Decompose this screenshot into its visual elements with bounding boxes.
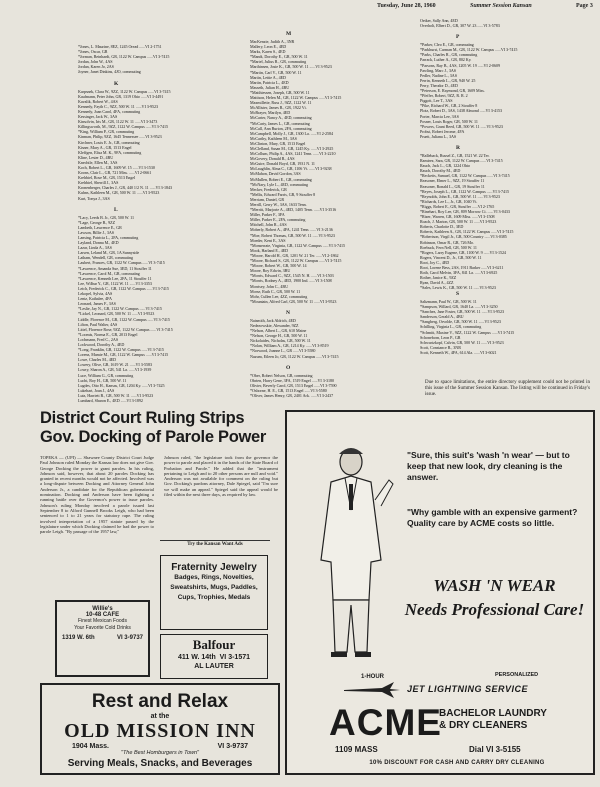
directory-entry: Roberts, Charlotte D., 3ED (420, 224, 464, 230)
directory-entry: Masseth, Julian H., 4BU (250, 84, 290, 90)
directory-entry: Leich, Frederick C., GR, 1122 W. Campus ......VI 3-7415 (78, 285, 169, 291)
directory-entry: Scott, Constance R., 3NR (420, 344, 461, 350)
balfour-name: Balfour (192, 637, 236, 652)
directory-entry: Jordan, Karen Jo, 2AS (78, 64, 114, 70)
acme-jet-service: JET LIGHTNING SERVICE (407, 684, 529, 694)
page-number: Page 3 (576, 3, 593, 9)
directory-entry: *Ralleback, Russel Z., GR, 1521 W. 22 Ter. (420, 152, 490, 158)
directory-entry: *Nelson, George H., GR, 500 W. 11 (250, 333, 308, 339)
directory-entry: *Mellis, Edward Farris, GR, 9 Stouffer 8 (250, 191, 316, 197)
directory-entry: Roth, Carol Melvin, 3FA, 841 La. ......VI 3-6925 (420, 270, 498, 276)
directory-entry: *Martin, Carl V., GR, 500 W. 11 (250, 69, 302, 75)
directory-entry: *Ober, Robert Nelson, GR, commuting (250, 372, 313, 378)
directory-entry: *Lawrence, Amanda Sue, 3ED, 11 Stouffer 11 (78, 265, 152, 271)
directory-entry: Miller, Parker E., 2FA, commuting (250, 217, 306, 223)
directory-entry: Luce, William G., GR, commuting (78, 372, 134, 378)
directory-entry: Merrill, Gerry W., 3AS, 1633 Tenn. (250, 202, 307, 207)
directory-entry: Lumbard, Sharon E., 4ED ......VI 3-1892 (78, 398, 143, 403)
directory-entry: MacKenzie, Judith A., 3NR (250, 39, 295, 44)
directory-entry: Obrien, Harry Gene, 3FA, 1519 Engel ......VI 3-3180 (250, 377, 335, 383)
directory-entry: McClinton, Mary, GR, 1513 Engel (250, 140, 306, 146)
want-ads-plug: Try the Kansan Want Ads (160, 540, 270, 547)
directory-entry: McMullen, Robert E., GR, commuting (250, 176, 312, 182)
acme-wash-block (402, 574, 587, 622)
directory-entry: Robinson, Omar R., GR, 726 Mo. (420, 239, 474, 245)
directory-entry: Lifton, Paul Walter, 4AS (78, 321, 118, 327)
directory-entry: *Nolan, William A., GR, 1214 Ky. ......VI 3-8519 (250, 343, 329, 349)
directory-entry: Roberts, Kathleen A., GR, 1122 W. Campus ......VI 3-7415 (420, 229, 514, 235)
acme-name: ACME (329, 702, 442, 743)
directory-entry: Liddle, Florence M., GR, 1122 W. Campus ......VI 3-7415 (78, 316, 170, 322)
directory-entry: Martin, Patricia L., 4ED (250, 79, 289, 85)
directory-entry: Kisner, Mary A., GR, 1513 Engel (78, 144, 132, 150)
directory-entry: Killingsworth, M., 9ZZ, 1122 W. Campus ......VI 3-7415 (78, 124, 168, 130)
directory-entry: Lochmann, Fred C., 2AS (78, 336, 119, 342)
directory-entry: Perry, Theodor D., 4ED (420, 82, 458, 88)
directory-entry: McLaughlin, Alma C., GR, 1106 Vt. ......VI 3-9238 (250, 166, 332, 172)
directory-entry: *Leslie, Jay N., GR, 1122 W. Campus ......VI 3-7415 (78, 306, 162, 312)
directory-entry: Posner, Louis Roger, GR, 500 W. 11 (420, 118, 478, 124)
directory-entry: Kline, Lester D., 4BU (78, 154, 114, 160)
directory-entry: Lowry, Sharon A., GR, 541 La. ......VI 3-1939 (78, 367, 152, 373)
directory-entry: Joyner, Janet Dinkins, 4JO, commuting (78, 69, 141, 75)
directory-entry: *Moore, Richard S., GR, 1122 W. Campus ......VI 3-7415 (250, 258, 342, 264)
directory-column-1 (78, 44, 228, 403)
jewelry-line-1: Badges, Rings, Novelties, (174, 574, 254, 581)
directory-entry: Moore, Roy Edwin, 3BU (250, 268, 291, 274)
directory-entry: Scott, Kenneth W., 4FA, 614 Ala. ......VI 3-6021 (420, 349, 497, 355)
directory-entry: McClelland, Susan M., GR, 1245 Ky. ......VI 3-2925 (250, 145, 334, 151)
directory-entry: Leonard, James F., 3AS (78, 301, 116, 307)
acme-quote-2: "Why gamble with an expensive garment? Quality care by ACME costs so little. (407, 507, 578, 528)
directory-entry: McBrayer, Marilyn, 4ED (250, 110, 291, 116)
directory-entry: Maxmillette, Russ J., 9ZZ, 1122 W. 11 (250, 100, 312, 106)
directory-entry: Mecker, Frederick, GR (250, 186, 287, 192)
directory-entry: Lansing, Patricia L., 2FA, commuting (78, 235, 139, 240)
directory-entry: Rauch, Jack L., GR, 1224 Ohio (420, 163, 471, 169)
section-letter: R (456, 144, 460, 151)
directory-entry: McCarthy, Kathleen M., 3AS (250, 135, 297, 141)
directory-entry: *Sales, Lewis K., GR, 500 W. 11 ......VI 3-9523 (420, 285, 496, 291)
acme-personalized: PERSONALIZED (495, 672, 539, 678)
directory-entry: Kennedy, Joan Carol, 4FA, commuting (78, 108, 141, 114)
man-in-suit-illustration (301, 440, 396, 660)
directory-entry: *Reyes, Joseph L., GR, 1122 W. Campus ......VI 3-7415 (420, 188, 509, 194)
acme-discount: 10% DISCOUNT FOR CASH AND CARRY DRY CLEANING (369, 760, 545, 766)
story-column-right: Johnson ruled, "the legislature took from the governor the power to parole and placed it in the hands of the State Board of Probation and Parole." He added that the "instrument pertaining to Leigh and to 20 other persons are null and void." Anderson was not available for comment on the ruling but Gov. Docking's pardons attorney, Dale Spiegel, said "I'm sure we will make an appeal." Spiegel said the appeal would be filed within the next three days, as required by law. (164, 455, 278, 498)
directory-entry: *Morris, Edward C., 9ZZ, 1545 N. H. ......VI 3-1503 (250, 273, 334, 279)
directory-entry: *Merritt, Marjorie A., 4ED, 1405 Tenn. ......VI 3-3516 (250, 207, 337, 213)
directory-entry: Mitchell, John R., 4AS (250, 222, 287, 228)
directory-entry: Root, Lorene Bess, 2AS, 1911 Barker ......VI 3-6211 (420, 265, 504, 271)
directory-entry: McAllister, James R., GR, 1922 Vt. (250, 105, 307, 111)
section-letter: N (286, 309, 290, 316)
directory-entry: Ramirez, Sara, GR, 1122 W. Campus ......VI 3-7415 (420, 158, 503, 164)
directory-entry: Pruett, Juliana L., 3AS (420, 133, 457, 139)
directory-entry: Lee, Wilbur Y., GR, 1122 W. 11 ......VI 3-3353 (78, 280, 152, 286)
directory-entry: Lockwood, Dorothy A., 4ED (78, 341, 125, 347)
directory-entry: Saltzmann, Paul W., GR, 500 W. 11 (420, 299, 477, 304)
balfour-phone: VI 3-1571 (219, 654, 250, 661)
directory-entry: *Sampson, Willard, GR, 1640 La. ......VI 3-3250 (420, 304, 498, 310)
directory-entry: Marks, Karen S., 4ED (250, 49, 286, 55)
directory-entry: Jordan, John W., 4AS (78, 59, 113, 65)
willies-line-2: Your Favorite Cold Drinks (74, 625, 131, 631)
mission-at: at the (150, 713, 170, 720)
directory-entry: *Parsons, Ray B., 4AS, 1205 W. 19 ......VI 2-0609 (420, 62, 500, 68)
directory-entry: Morrisey, John C., 4BU (250, 283, 288, 289)
directory-entry: Latham, Wendell, GR, commuting (78, 255, 133, 261)
continuation-note: Due to space limitations, the entire directory supplement could not be printed in this issue of the Summer Session Kansan. The listing will be continued in Friday's issue. (425, 380, 590, 397)
directory-entry: Lekopel, Sylvia, 4AS (78, 291, 113, 297)
directory-entry: *Schmitt, Maxine V., 9ZZ, 1122 W. Campus ......VI 3-7415 (420, 329, 515, 335)
directory-entry: Marthinsen, Josie K., GR, 500 W. 11 ......VI 3-9523 (250, 64, 332, 70)
directory-entry: *Lawrence, Kenneth Lee, 2FA, 11 Stouffer 11 (78, 275, 152, 281)
directory-entry: *Lawrence, Carol M., GR, commuting (78, 270, 140, 276)
acme-bachelor-1: BACHELOR LAUNDRY (439, 708, 547, 719)
headline-line-1: District Court Ruling Strips (40, 409, 245, 427)
balfour-person: AL LAUTER (194, 663, 234, 670)
directory-entry: Lugdes, Otto H., Kansas, GR, 1204 Ky. ......VI 3-7425 (78, 382, 165, 388)
directory-entry: McCall, Ann Burton, 2FA, commuting (250, 125, 312, 131)
directory-entry: Lentz, Kathalee, 4FA (78, 296, 112, 302)
directory-entry: *Long, Franklin, GR, 1122 W. Campus ......VI 3-7415 (78, 347, 164, 353)
directory-entry: Reasoner, Elmer L., 9ZZ, 19 Stouffer 11 (420, 178, 485, 184)
directory-entry: *Richards, Lee L., Jr., GR, 1040 Vt. (420, 198, 478, 204)
willies-line-1: Finest Mexican Foods (78, 618, 127, 624)
directory-entry: Root, Joy C., 4ED (420, 259, 450, 265)
directory-entry: Probst, Robert Jerome, 4FA (420, 128, 465, 134)
directory-entry: Kaufmann, Peter John, GR, 1319 Ohio ......VI 3-4491 (78, 93, 164, 99)
jewelry-title: Fraternity Jewelry (171, 562, 257, 573)
directory-entry: Kinsolvin, Iris M., GR, 1122 W. 11 ......VI 3-3473 (78, 119, 158, 125)
directory-entry: Lutz, Harriett B., GR, 500 W. 11 ......VI 3-9523 (78, 392, 154, 398)
directory-entry: McCampbell, Molly J., GR, 1300 La. ......VI 2-2584 (250, 130, 334, 136)
directory-entry: *Mountain, Alfred Carl, GR, 500 W. 11 ......VI 3-9523 (250, 298, 337, 304)
directory-entry: *Osborne, H. E., GR, 1513 Engel ......VI 3-5580 (250, 387, 327, 393)
directory-entry: Ryan, David A., 4ZZ (420, 280, 454, 286)
directory-entry: Lorenz, Mamie M., GR, 1122 W. Campus ......VI 3-7415 (78, 352, 169, 358)
directory-entry: McCarter, Nancy A., 4ED, commuting (250, 115, 312, 121)
directory-entry: Merriam, Daniel, GR (250, 196, 285, 202)
directory-entry: Mook, Harland E., 4ED (250, 247, 289, 253)
directory-entry: *Moe, Robert Thomas, GR, 500 W. 11 ......VI 3-9523 (250, 232, 335, 238)
directory-entry: Krehbiel, Sherrill J., 3AS (78, 180, 119, 186)
directory-entry: *Rinehart, Roy Lee, GR, 809 Morrow Ct. ......VI 3-0433 (420, 209, 510, 214)
section-letter: O (286, 364, 291, 371)
directory-entry: Martin, Lettie A., 4ED (250, 74, 286, 80)
directory-entry: *Peterson, E. Raymond, GR, 1609 Miss. (420, 88, 485, 94)
section-letter: P (456, 34, 460, 41)
directory-entry: *Loomis, Norma E., GR, 2013 Engel (78, 331, 138, 337)
acme-hour: 1-HOUR (361, 674, 385, 680)
news-story-headline (40, 409, 280, 447)
directory-entry: *Mandt, Dorothy E., GR, 500 W. 11 (250, 54, 308, 60)
directory-column-3-continued (420, 290, 595, 355)
directory-entry: Koons, Clair L., GR, 721 Miss. ......VI 2-0661 (78, 170, 152, 176)
directory-entry: Nickolaides, Nicholas, GR, 500 W. 11 (250, 338, 311, 344)
section-letter: K (114, 80, 119, 87)
directory-entry: *Pfeffer, Robert, 9ZZ, R. R. 2 (420, 93, 468, 99)
directory-entry: Kurt, Tonya J., 3AS (78, 195, 110, 201)
directory-column-2 (250, 30, 385, 398)
directory-entry: Lazar, Linda A., 3AS (78, 245, 112, 251)
mission-address: 1904 Mass. (72, 743, 109, 750)
directory-entry: Pawling, Marc J., 3AS (420, 67, 457, 73)
directory-entry: Mattison, Helen M., GR, 1122 W. Campus ......VI 3-7415 (250, 95, 342, 101)
acme-address: 1109 MASS (335, 745, 378, 754)
directory-entry: *Powers, Grant Reed, GR, 500 W. 11 ......VI 3-9523 (420, 123, 503, 129)
directory-entry: *Sangberg, Orvolde, GR, 500 W. 11 ......VI 3-9523 (420, 319, 501, 325)
directory-entry: McGovery, Donald R., 4AS (250, 156, 295, 162)
directory-entry: Schwartzkopf, Calvin, GR, 500 W. 11 ......VI 3-9523 (420, 339, 504, 345)
willies-subtitle: 10-48 CAFE (85, 612, 120, 618)
directory-entry: *Rogers, Larry Eugene, GR, 1100 W. 9 ......VI 3-1524 (420, 249, 506, 255)
balfour-address: 411 W. 14th (178, 654, 216, 661)
mission-name: OLD MISSION INN (64, 720, 256, 742)
directory-entry: Lucht, Roy H., GR, 500 W. 11 (78, 377, 127, 383)
directory-entry: *Rizer, Warren, GR, 1609 Miss. ......VI 3-1508 (420, 214, 495, 220)
directory-entry: Kavalik, Robert W., 4AS (78, 98, 118, 104)
page-header (0, 3, 600, 12)
acme-needs: Needs Professional Care! (404, 600, 585, 619)
directory-entry: Nuzum, Eileen Jo, GR, 1122 W. Campus ......VI 3-7415 (250, 353, 339, 359)
balfour-ad (160, 634, 268, 679)
directory-entry: Miller, Parker F., 3FA (250, 212, 285, 218)
section-letter: L (114, 206, 118, 213)
directory-entry: *Pike, Richard W., GR, 2 Stouffer 8 (420, 103, 478, 109)
issue-date: Tuesday, June 28, 1960 (377, 3, 436, 9)
directory-entry: *Moore, Harold H., GR, 1201 W. 21 Ter. ......VI 2-1862 (250, 252, 339, 258)
directory-entry: Oetker, Sally Ann, 4ED (420, 18, 458, 23)
directory-entry: *Matthiessen, Joseph, GR, 500 W. 11 (250, 89, 310, 95)
directory-entry: Kennedy, Fayth C., 9ZZ, 500 W. 11 ......VI 3-9523 (78, 103, 159, 109)
willies-phone: VI 3-9737 (116, 635, 143, 641)
acme-wash: WASH 'N WEAR (433, 576, 556, 595)
directory-entry: *Parks, Charles R., GR, commuting (420, 52, 478, 58)
jewelry-line-3: Cups, Trophies, Medals (177, 594, 251, 601)
directory-entry: Lowery, Olive, GR, 1619 W. 21 ......VI 3-5583 (78, 362, 153, 368)
directory-entry: Kirchner, Louis E. Jr., GR, commuting (78, 139, 140, 145)
mission-slogan: "The Best Homburgers in Town" (121, 750, 199, 756)
directory-entry: McCollum, Philip A., 4AS, 1241 Tenn. ......VI 3-2210 (250, 151, 336, 157)
directory-entry: Sanderson, Gerald A., 4BU (420, 314, 464, 320)
directory-entry: *Jones, Oscar, GR (78, 49, 108, 55)
mission-headline: Rest and Relax (91, 691, 229, 712)
directory-entry: Kuhns, Kathleen M., GR, 500 W. 11 ......VI 3-9523 (78, 190, 160, 196)
directory-entry: Koch, Robert L., GR, 1609 W. 15 ......VI 3-1530 (78, 164, 155, 170)
willies-cafe-ad (55, 600, 150, 677)
directory-entry: Knechtle, Ellen M., 3AS (78, 159, 118, 165)
directory-entry: Lukehart, Joan J., 4AS (78, 387, 115, 393)
directory-entry: Larsen, Leland M., GR, 1A Sunnyside (78, 250, 140, 256)
directory-column-3 (420, 18, 595, 291)
directory-entry: Morse, Ruth C., GR, 500 W. 11 (250, 288, 301, 294)
directory-entry: Rauch, Dorothy M., 4ED (420, 168, 461, 174)
directory-entry: Littel, Florence Rose, 9ZZ, 1122 W. Campus ......VI 3-7415 (78, 326, 173, 332)
paper-name: Summer Session Kansan (470, 3, 532, 9)
directory-entry: Rogers, Vincent D., Jr., GR, 500 W. 11 (420, 254, 482, 260)
directory-entry: *Norwood, Joanne L., GR ......VI 3-5580 (250, 348, 316, 354)
directory-entry: Kinman, Philip, 9ZZ, 1645 Tennessee ......VI 3-9523 (78, 134, 162, 140)
jewelry-line-2: Sweatshirts, Mugs, Paddles, (170, 584, 258, 591)
directory-entry: Reasoner, Ronald L., GR, 19 Stouffer 11 (420, 183, 485, 189)
directory-entry: Porter, Marcia Lee, 3AS (420, 113, 459, 119)
mission-phone: VI 3-9737 (217, 743, 248, 750)
directory-entry: Kronenberger, Charles J., GR, 440 1/2 N. 11 ......VI 3-1843 (78, 185, 172, 191)
directory-entry: Moeder, Kent E., 3AS (250, 237, 286, 243)
directory-entry: Plotz, Robert D., 3AS, 1438 Almond ......VI 3-4153 (420, 108, 502, 114)
directory-entry: *Moore, Robert W., GR, 500 W. 14 (250, 263, 307, 269)
directory-entry: Lawson, Billie J., 3AS (78, 229, 114, 235)
directory-entry: *Lickel, Leonard, GR, 500 W. 11 ......VI 3-9523 (78, 311, 155, 317)
directory-entry: *Monserrate, Virginia, GR, 1122 W. Campus ......VI 3-7415 (250, 242, 345, 248)
story-column-left: TOPEKA — (UPI) — Shawnee County District Court Judge Paul Johnson ruled Monday the Kansas law does not give Gov. George Docking the power to grant paroles. In his ruling, Johnson said, however, that about 20 paroles Docking has granted in recent months would not be affected. Involved was a long-dispute between Docking and Attorney General John Anderson Jr., a candidate for the Republican gubernatorial nomination. Docking and Anderson have been fighting a running battle over the Governor's power to issue paroles. Johnson's ruling Monday involved a parole issued last September 8 to Alford Gunnell Brooks Leigh, who had been sentenced to 1 to 21 years for statutory rape. The ruling involved interpretation of a 1957 statute passed by the legislature under which Docking claimed he had the power to parole Leigh. "By passage of the 1957 law," (40, 455, 154, 535)
directory-entry: *Sanchez, Jane Foster, GR, 500 W. 11 ......VI 3-9523 (420, 309, 504, 315)
directory-entry: Kessinger, Jack W., 3AS (78, 114, 118, 120)
willies-address: 1319 W. 6th (62, 635, 95, 641)
directory-entry: Kleffgen, Elisa M. K., 9FA, commuting (78, 149, 142, 155)
directory-entry: Lambeth, Lawrence E., GR (78, 224, 122, 230)
directory-entry: Olivier, Beverly Carol, GR, 1513 Engel ......VI 3-7590 (250, 382, 337, 388)
directory-entry: Nedezowskie, Alexander, 9ZZ (250, 322, 299, 328)
directory-entry: *Robertson, Virgil Jr., GR, 500 Country ......VI 3-0385 (420, 234, 507, 240)
directory-entry: *Jones, L. Maurine, 8EZ, 1245 Oread ......VI 2-1751 (78, 44, 162, 49)
directory-entry: Perrin, Kenneth L., GR, 940 W. 25 (420, 77, 476, 83)
directory-entry: Schoneborn, Leon P., GR (420, 334, 461, 340)
directory-entry: Layland, Donna M., 4ED (78, 240, 119, 246)
directory-entry: *Riggs, Robert E., GR, Stouffer ......VI 2-1765 (420, 203, 495, 209)
section-letter: M (286, 31, 292, 37)
directory-entry: *Jorman, Reinhardt, GR, 1122 W. Campus ......VI 3-7415 (78, 54, 170, 60)
directory-entry: Krehbiel, Rose M., GR, 1513 Engel (78, 175, 136, 181)
section-letter: S (456, 291, 460, 297)
directory-entry: *Morris, Rodney A., 4ED, 1900 Ind. ......VI 3-1508 (250, 278, 332, 284)
directory-entry: Roach, J. Marion, GR, 500 W. 11 ......VI 3-9523 (420, 219, 497, 225)
directory-entry: Piggott, Lee T., 3AS (420, 98, 453, 104)
directory-entry: *McNary, Lyle L., 4ED, commuting (250, 181, 308, 187)
directory-entry: *Lage, George B., 9ZZ (78, 219, 116, 225)
directory-entry: McMahon, David Gordon, 3AS (250, 171, 301, 177)
old-mission-inn-ad (40, 683, 280, 775)
directory-entry: *Parkhurst, Carman M., GR, 1122 W. Campus ......VI 3-7415 (420, 47, 518, 53)
mission-serve: Serving Meals, Snacks, and Beverages (67, 758, 253, 769)
directory-entry: Naismith, Jack Aldrich, 4ED (250, 317, 296, 323)
directory-entry: *Oliver, James Henry, GR, 2401 Ark. ......VI 3-2437 (250, 393, 334, 398)
acme-cleaners-ad (285, 410, 595, 775)
directory-entry: *King, William P., GR, commuting (78, 129, 135, 135)
directory-entry: Lowe, Charles M., 4ED (78, 357, 117, 363)
directory-entry: Overholt, Elbert D., GR, 307 W. 23 ......VI 3-5783 (420, 23, 500, 29)
directory-entry: *Reynolds, John E., GR, 500 W. 11 ......VI 3-9523 (420, 193, 500, 199)
acme-bachelor-2: & DRY CLEANERS (439, 720, 528, 731)
directory-entry: Mallery, Leon E., 4ED (250, 44, 287, 50)
acme-quote-1: "Sure, this suit's 'wash 'n wear' — but to keep that new look, dry cleaning is the answer. (407, 450, 570, 482)
acme-bachelor-block (439, 708, 589, 732)
jet-plane-icon (342, 678, 402, 700)
directory-entry: Mohr, Cullen Lee, 4ZZ, commuting (250, 293, 308, 299)
directory-entry: *McCarty, James L., GR, commuting (250, 120, 310, 126)
directory-entry: *Martel, Julius R., GR, commuting (250, 59, 307, 65)
headline-line-2: Gov. Docking of Parole Power (40, 428, 267, 446)
directory-entry: Laubert, Frances, GR, 1122 W. Campus ......VI 3-7415 (78, 260, 165, 266)
fraternity-jewelry-ad (160, 555, 268, 630)
directory-entry: Karpsnek, Clara W., 9ZZ, 1122 W. Campus ......VI 3-7415 (78, 88, 171, 94)
directory-entry: Rother, Janice K., 9ZZ (420, 275, 457, 281)
acme-phone: Dial VI 3-5155 (469, 745, 521, 754)
directory-entry: Moberly, Robert A., 4FA, 1241 Tenn. ......VI 3-2136 (250, 227, 333, 233)
willies-title: Willie's (92, 606, 113, 612)
directory-entry: McGuire, Donald Boyd, GR, 1931 N. 11 (250, 161, 315, 167)
directory-entry: *Recketts, Samuel, GR, 1122 W. Campus ......VI 3-7415 (420, 173, 510, 179)
directory-entry: Roebuck, Fern Nell, GR, 500 W. 11 (420, 244, 477, 250)
directory-entry: *Parker, Cleo E., GR, commuting (420, 42, 474, 48)
directory-entry: *Nelson, Albert L., GR, 610 Maine (250, 328, 307, 334)
directory-entry: Parrack, Luther A., GR, 802 Ky. (420, 57, 472, 63)
directory-entry: Pedler, Nadine L., 3AS (420, 72, 457, 78)
directory-entry: *Lacy, Leeds B. Jr., GR, 500 W. 11 (78, 214, 134, 220)
directory-entry: Schilling, Virginia L., GR, commuting (420, 324, 482, 330)
